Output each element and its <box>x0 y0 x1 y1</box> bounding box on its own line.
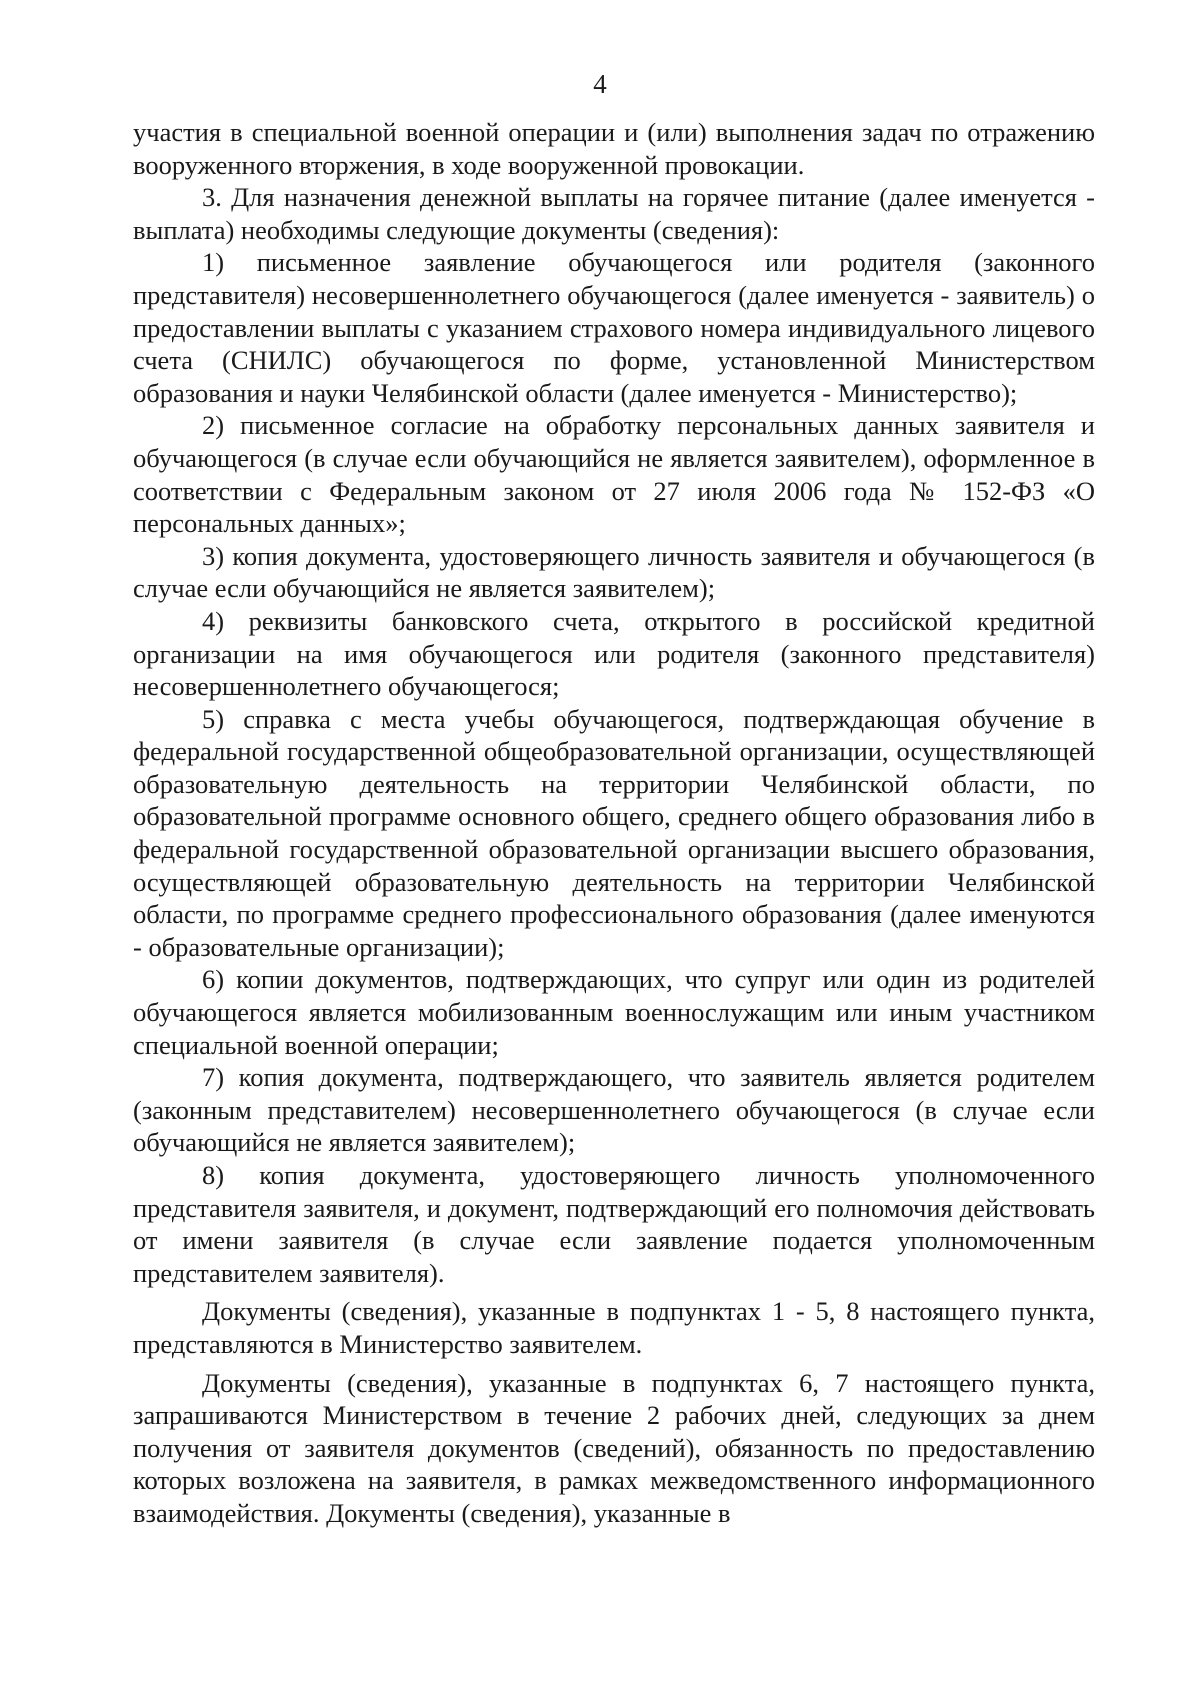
paragraph-documents-by-applicant: Документы (сведения), указанные в подпунктах 1 - 5, 8 настоящего пункта, представляются в Министерство заявителем. <box>133 1296 1095 1359</box>
paragraph-subitem-7: 7) копия документа, подтверждающего, что заявитель является родителем (законным представителем) несовершеннолетнего обучающегося (в случае если обучающийся не является заявителем); <box>133 1062 1095 1158</box>
paragraph-subitem-8: 8) копия документа, удостоверяющего личность уполномоченного представителя заявителя, и документ, подтверждающий его полномочия действовать от имени заявителя (в случае если заявление подается уполномоченным представителем заявителя). <box>133 1160 1095 1288</box>
paragraph-subitem-3: 3) копия документа, удостоверяющего личность заявителя и обучающегося (в случае если обучающийся не является заявителем); <box>133 540 1095 604</box>
paragraph-subitem-1: 1) письменное заявление обучающегося или родителя (законного представителя) несовершеннолетнего обучающегося (далее именуется - заявитель) о предоставлении выплаты с указанием страхового номера индивидуального лицевого счета (СНИЛС) обучающегося по форме, установленной Министерством образования и науки Челябинской области (далее именуется - Министерство); <box>133 247 1095 408</box>
paragraph-subitem-6: 6) копии документов, подтверждающих, что супруг или один из родителей обучающегося является мобилизованным военнослужащим или иным участником специальной военной операции; <box>133 964 1095 1060</box>
paragraph-continuation: участия в специальной военной операции и (или) выполнения задач по отражению вооруженного вторжения, в ходе вооруженной провокации. <box>133 117 1095 180</box>
document-body <box>133 116 1095 1530</box>
paragraph-subitem-5: 5) справка с места учебы обучающегося, подтверждающая обучение в федеральной государственной общеобразовательной организации, осуществляющей образовательную деятельность на территории Челябинской области, по образовательной программе основного общего, среднего общего образования либо в федеральной государственной образовательной организации высшего образования, осуществляющей образовательную деятельность на территории Челябинской области, по программе среднего профессионального образования (далее именуются - образовательные организации); <box>133 703 1095 962</box>
page-number: 4 <box>593 69 607 99</box>
paragraph-documents-requested: Документы (сведения), указанные в подпунктах 6, 7 настоящего пункта, запрашиваются Министерством в течение 2 рабочих дней, следующих за днем получения от заявителя документов (сведений), обязанность по предоставлению которых возложена на заявителя, в рамках межведомственного информационного взаимодействия. Документы (сведения), указанные в <box>133 1367 1095 1528</box>
paragraph-item-3: 3. Для назначения денежной выплаты на горячее питание (далее именуется - выплата) необходимы следующие документы (сведения): <box>133 182 1095 245</box>
paragraph-subitem-4: 4) реквизиты банковского счета, открытого в российской кредитной организации на имя обучающегося или родителя (законного представителя) несовершеннолетнего обучающегося; <box>133 605 1095 702</box>
paragraph-subitem-2: 2) письменное согласие на обработку персональных данных заявителя и обучающегося (в случае если обучающийся не является заявителем), оформленное в соответствии с Федеральным законом от 27 июля 2006 года № 152-ФЗ «О персональных данных»; <box>133 410 1095 539</box>
